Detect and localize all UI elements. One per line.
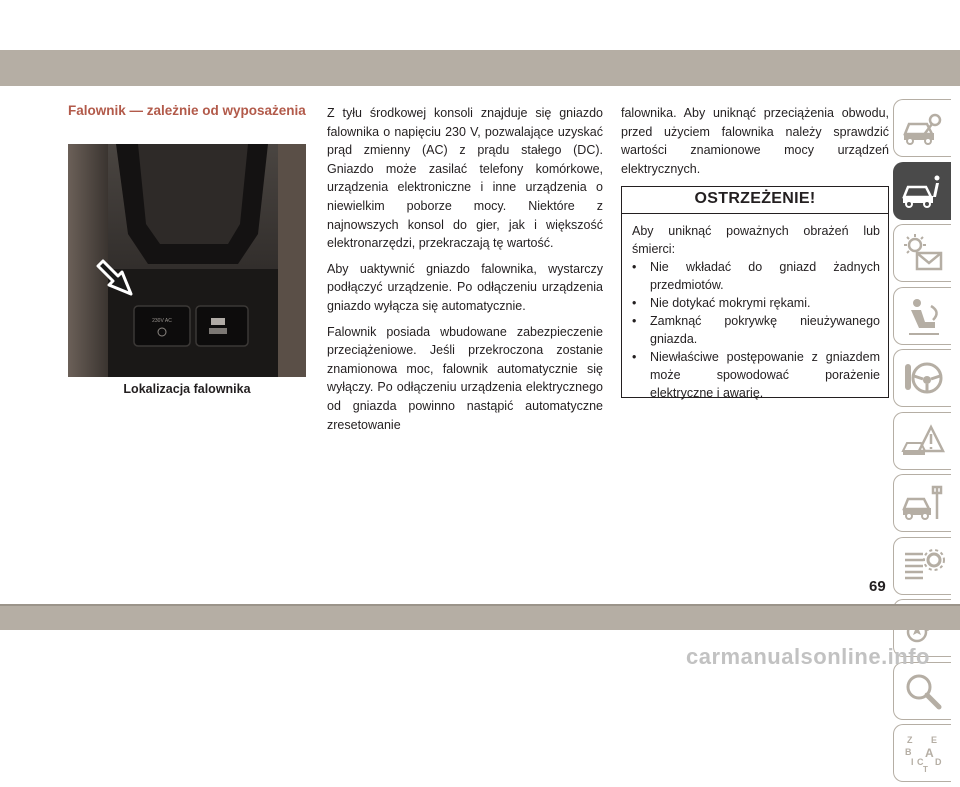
section-title: Falownik — zależnie od wyposażenia bbox=[68, 103, 306, 118]
warning-list bbox=[632, 258, 880, 402]
paragraph: Z tyłu środkowej konsoli znajduje się gniazdo falownika o napięciu 230 V, pozwalające uzyskać prąd zmienny (AC) z prądu stałego (DC). Gniazdo może zasilać telefony komórkowe, urządzenia elektroniczne i inne urządzenia o niewielkim poborze mocy. Niektóre z najnowszych konsol do gier, jak i większość elektronarzędzi, przekraczają tę wartość. bbox=[327, 106, 603, 251]
paragraph: falownika. Aby uniknąć przeciążenia obwodu, przed użyciem falownika należy sprawdzić wartości znamionowe mocy urządzeń elektrycznych. bbox=[621, 106, 889, 176]
svg-text:T: T bbox=[922, 765, 928, 773]
svg-text:C: C bbox=[916, 757, 923, 767]
warning-lead: Aby uniknąć poważnych obrażeń lub śmierci: bbox=[632, 224, 880, 256]
paragraph: Aby uaktywnić gniazdo falownika, wystarczy podłączyć urządzenie. Po odłączeniu urządzenia gniazdo wyłącza się automatycznie. bbox=[327, 261, 603, 313]
warning-item: • Nie wkładać do gniazd żadnych przedmiotów. bbox=[632, 258, 880, 294]
svg-text:E: E bbox=[930, 735, 937, 745]
warning-item: • Zamknąć pokrywkę nieużywanego gniazda. bbox=[632, 312, 880, 348]
car-service-icon bbox=[901, 483, 945, 523]
body-column-3 bbox=[621, 104, 889, 185]
svg-text:D: D bbox=[934, 757, 941, 767]
dashboard-lights-icon bbox=[901, 233, 945, 273]
car-key-icon bbox=[901, 108, 945, 148]
search-magnifier-icon bbox=[901, 671, 945, 711]
svg-text:B: B bbox=[904, 747, 911, 757]
tab-car-service[interactable] bbox=[893, 474, 951, 532]
tab-steering-wheel[interactable] bbox=[893, 349, 951, 407]
tab-dashboard-lights[interactable] bbox=[893, 224, 951, 282]
socket-label: 230V AC bbox=[152, 318, 172, 324]
tab-hazard-car[interactable] bbox=[893, 412, 951, 470]
car-info-icon bbox=[901, 171, 945, 211]
airbag-seat-icon bbox=[901, 296, 945, 336]
watermark: carmanualsonline.info bbox=[686, 644, 930, 669]
body-column-2 bbox=[327, 104, 603, 441]
svg-text:I: I bbox=[910, 757, 914, 767]
top-band bbox=[0, 50, 960, 86]
hazard-car-icon bbox=[901, 421, 945, 461]
paragraph: Falownik posiada wbudowane zabezpieczenie przeciążeniowe. Jeśli przekroczona zostanie znamionowa moc, falownik automatycznie się wyłączy. Po odłączeniu urządzenia elektrycznego od gniazda powinno nastąpić automatyczne zresetowanie bbox=[327, 324, 603, 432]
inverter-location-photo bbox=[68, 144, 306, 377]
warning-title: OSTRZEŻENIE! bbox=[622, 187, 888, 214]
svg-text:A: A bbox=[924, 746, 934, 760]
tab-car-key[interactable] bbox=[893, 99, 951, 157]
tab-specs-gear[interactable] bbox=[893, 537, 951, 595]
image-caption: Lokalizacja falownika bbox=[123, 382, 251, 396]
warning-box bbox=[621, 186, 889, 398]
tab-car-info[interactable] bbox=[893, 162, 951, 220]
steering-wheel-icon bbox=[901, 358, 945, 398]
tab-airbag-seat[interactable] bbox=[893, 287, 951, 345]
chapter-tabs bbox=[893, 99, 953, 787]
specs-gear-icon bbox=[901, 546, 945, 586]
warning-item: • Niewłaściwe postępowanie z gniazdem może spowodować porażenie elektryczne i awarię. bbox=[632, 348, 880, 402]
page-number: 69 bbox=[869, 578, 886, 595]
alphabet-index-icon bbox=[901, 733, 945, 773]
svg-text:Z: Z bbox=[906, 735, 912, 745]
console-photo-illustration bbox=[68, 144, 306, 377]
bottom-band bbox=[0, 606, 960, 630]
tab-search[interactable] bbox=[893, 662, 951, 720]
tab-alphabet-index[interactable] bbox=[893, 724, 951, 782]
warning-item: • Nie dotykać mokrymi rękami. bbox=[632, 294, 880, 312]
